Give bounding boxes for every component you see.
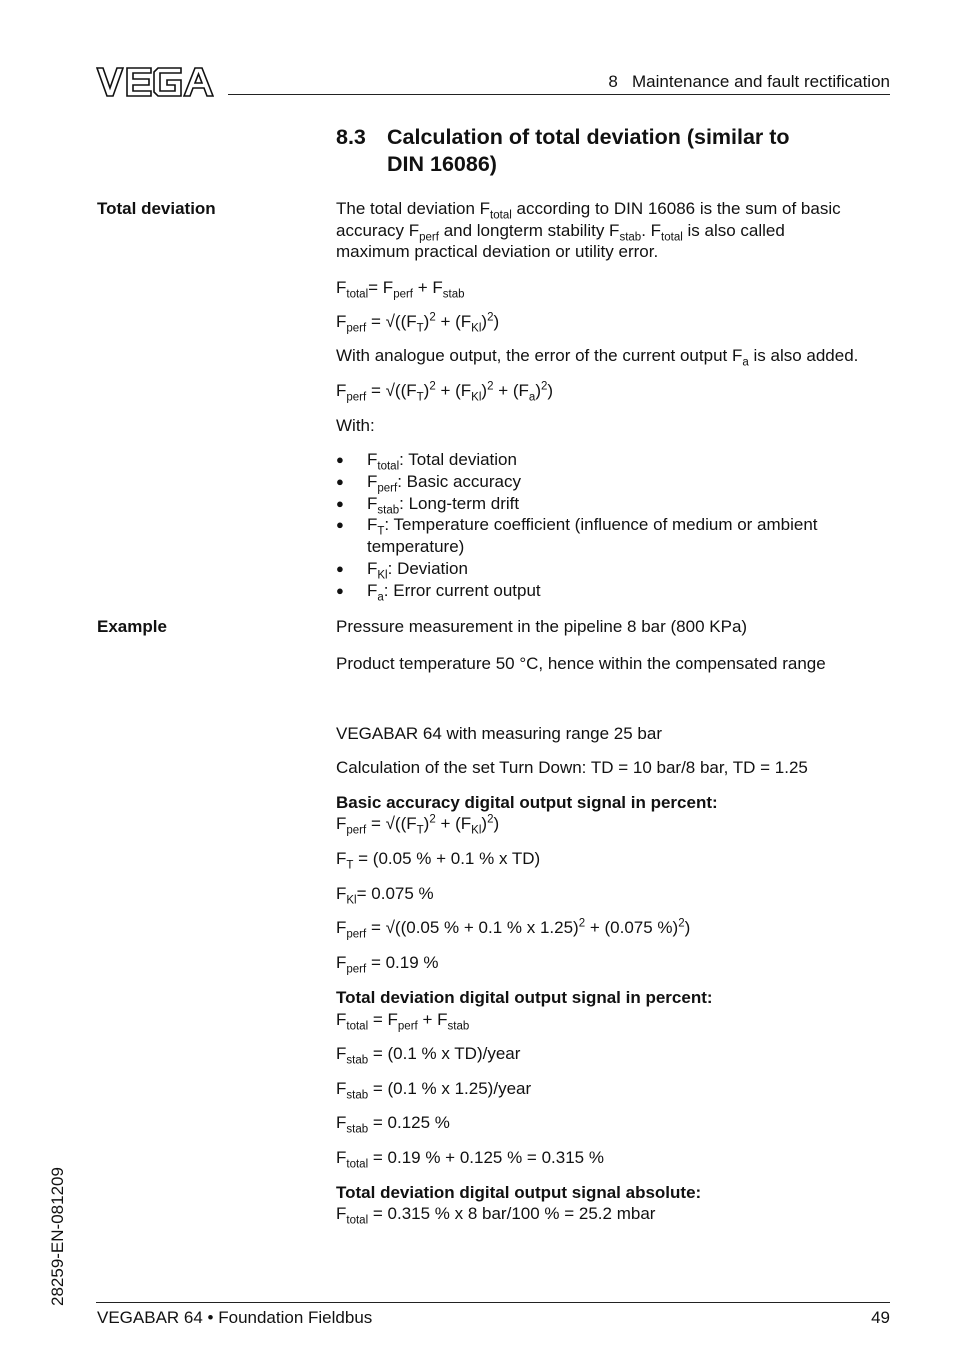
document-id-vertical bbox=[48, 1158, 70, 1308]
heading-total-deviation-percent: Total deviation digital output signal in percent: bbox=[336, 988, 713, 1007]
analogue-note: With analogue output, the error of the current output $F_a$ is also added. bbox=[336, 346, 859, 369]
example-formula: $F_{stab} = (0.1$ % x TD)/year bbox=[336, 1044, 521, 1067]
title-line-2: DIN 16086) bbox=[387, 152, 497, 176]
side-label-example: Example bbox=[97, 617, 167, 636]
footer-rule bbox=[96, 1302, 890, 1303]
intro-line-3: maximum practical deviation or utility error. bbox=[336, 242, 659, 261]
list-item: $F_{Kl}$: Deviation bbox=[367, 559, 468, 582]
list-item: $F_T$: Temperature coefficient (influence of medium or ambient bbox=[367, 515, 818, 538]
example-line-4: Calculation of the set Turn Down: TD = 10 bar/8 bar, TD = 1.25 bbox=[336, 758, 808, 777]
example-formula: $F_{stab} = (0.1$ % x 1.25)/year bbox=[336, 1079, 532, 1102]
side-label-total-deviation: Total deviation bbox=[97, 199, 216, 218]
example-formula: $F_{perf} = √((0.05$ % + 0.1 % x 1.25)$^2$ + (0.075 %)$^2$) bbox=[336, 917, 691, 941]
bullet-icon: ● bbox=[336, 561, 344, 576]
heading-total-deviation-absolute: Total deviation digital output signal absolute: bbox=[336, 1183, 702, 1202]
footer-product: VEGABAR 64 • Foundation Fieldbus bbox=[97, 1308, 373, 1327]
title-line-1: Calculation of total deviation (similar to bbox=[387, 125, 790, 149]
example-formula: $F_{total} = 0.19$ % + 0.125 % = 0.315 % bbox=[336, 1148, 604, 1171]
formula-perf: $F_{perf} = √((F_T)^2 + (F_{Kl})^2)$ bbox=[336, 311, 500, 335]
chapter-header: 8 Maintenance and fault rectification bbox=[608, 72, 890, 91]
example-formula: $F_{total} = 0.315$ % x 8 bar/100 % = 25.2 mbar bbox=[336, 1204, 656, 1227]
bullet-icon: ● bbox=[336, 496, 344, 511]
intro-line-1: The total deviation $F_{total}$ according to DIN 16086 is the sum of basic bbox=[336, 199, 841, 222]
bullet-icon: ● bbox=[336, 452, 344, 467]
page-number: 49 bbox=[871, 1308, 890, 1327]
example-line-1: Pressure measurement in the pipeline 8 bar (800 KPa) bbox=[336, 617, 748, 636]
example-formula: $F_T = (0.05$ % + 0.1 % x TD) bbox=[336, 849, 541, 872]
heading-basic-accuracy: Basic accuracy digital output signal in percent: bbox=[336, 793, 718, 812]
bullet-icon: ● bbox=[336, 517, 344, 532]
formula-total: $F_{total}= F_{perf} + F_{stab}$ bbox=[336, 278, 465, 301]
with-label: With: bbox=[336, 416, 375, 435]
example-formula: $F_{stab} = 0.125$ % bbox=[336, 1113, 450, 1136]
section-title bbox=[336, 124, 790, 178]
example-formula: $F_{total} = F_{perf} + F_{stab}$ bbox=[336, 1010, 470, 1033]
document-id: 28259-EN-081209 bbox=[48, 1167, 67, 1306]
example-formula: $F_{Kl}= 0.075$ % bbox=[336, 884, 434, 907]
list-item: $F_a$: Error current output bbox=[367, 581, 541, 604]
list-item: $F_{total}$: Total deviation bbox=[367, 450, 517, 473]
list-item-continuation: temperature) bbox=[367, 537, 465, 556]
list-item: $F_{perf}$: Basic accuracy bbox=[367, 472, 521, 495]
section-number: 8.3 bbox=[336, 125, 366, 149]
example-line-3: VEGABAR 64 with measuring range 25 bar bbox=[336, 724, 663, 743]
intro-line-2: accuracy $F_{perf}$ and longterm stability $F_{stab}$. $F_{total}$ is also called bbox=[336, 221, 785, 244]
vega-logo bbox=[96, 66, 214, 98]
bullet-icon: ● bbox=[336, 583, 344, 598]
example-formula: $F_{perf} = √((F_T)^2 + (F_{Kl})^2)$ bbox=[336, 813, 500, 837]
header-rule bbox=[228, 94, 890, 95]
bullet-icon: ● bbox=[336, 474, 344, 489]
example-formula: $F_{perf} = 0.19$ % bbox=[336, 953, 439, 976]
list-item: $F_{stab}$: Long-term drift bbox=[367, 494, 520, 517]
example-line-2: Product temperature 50 °C, hence within the compensated range bbox=[336, 654, 826, 673]
formula-perf-analogue: $F_{perf} = √((F_T)^2 + (F_{Kl})^2 + (F_a)^2)$ bbox=[336, 380, 554, 404]
